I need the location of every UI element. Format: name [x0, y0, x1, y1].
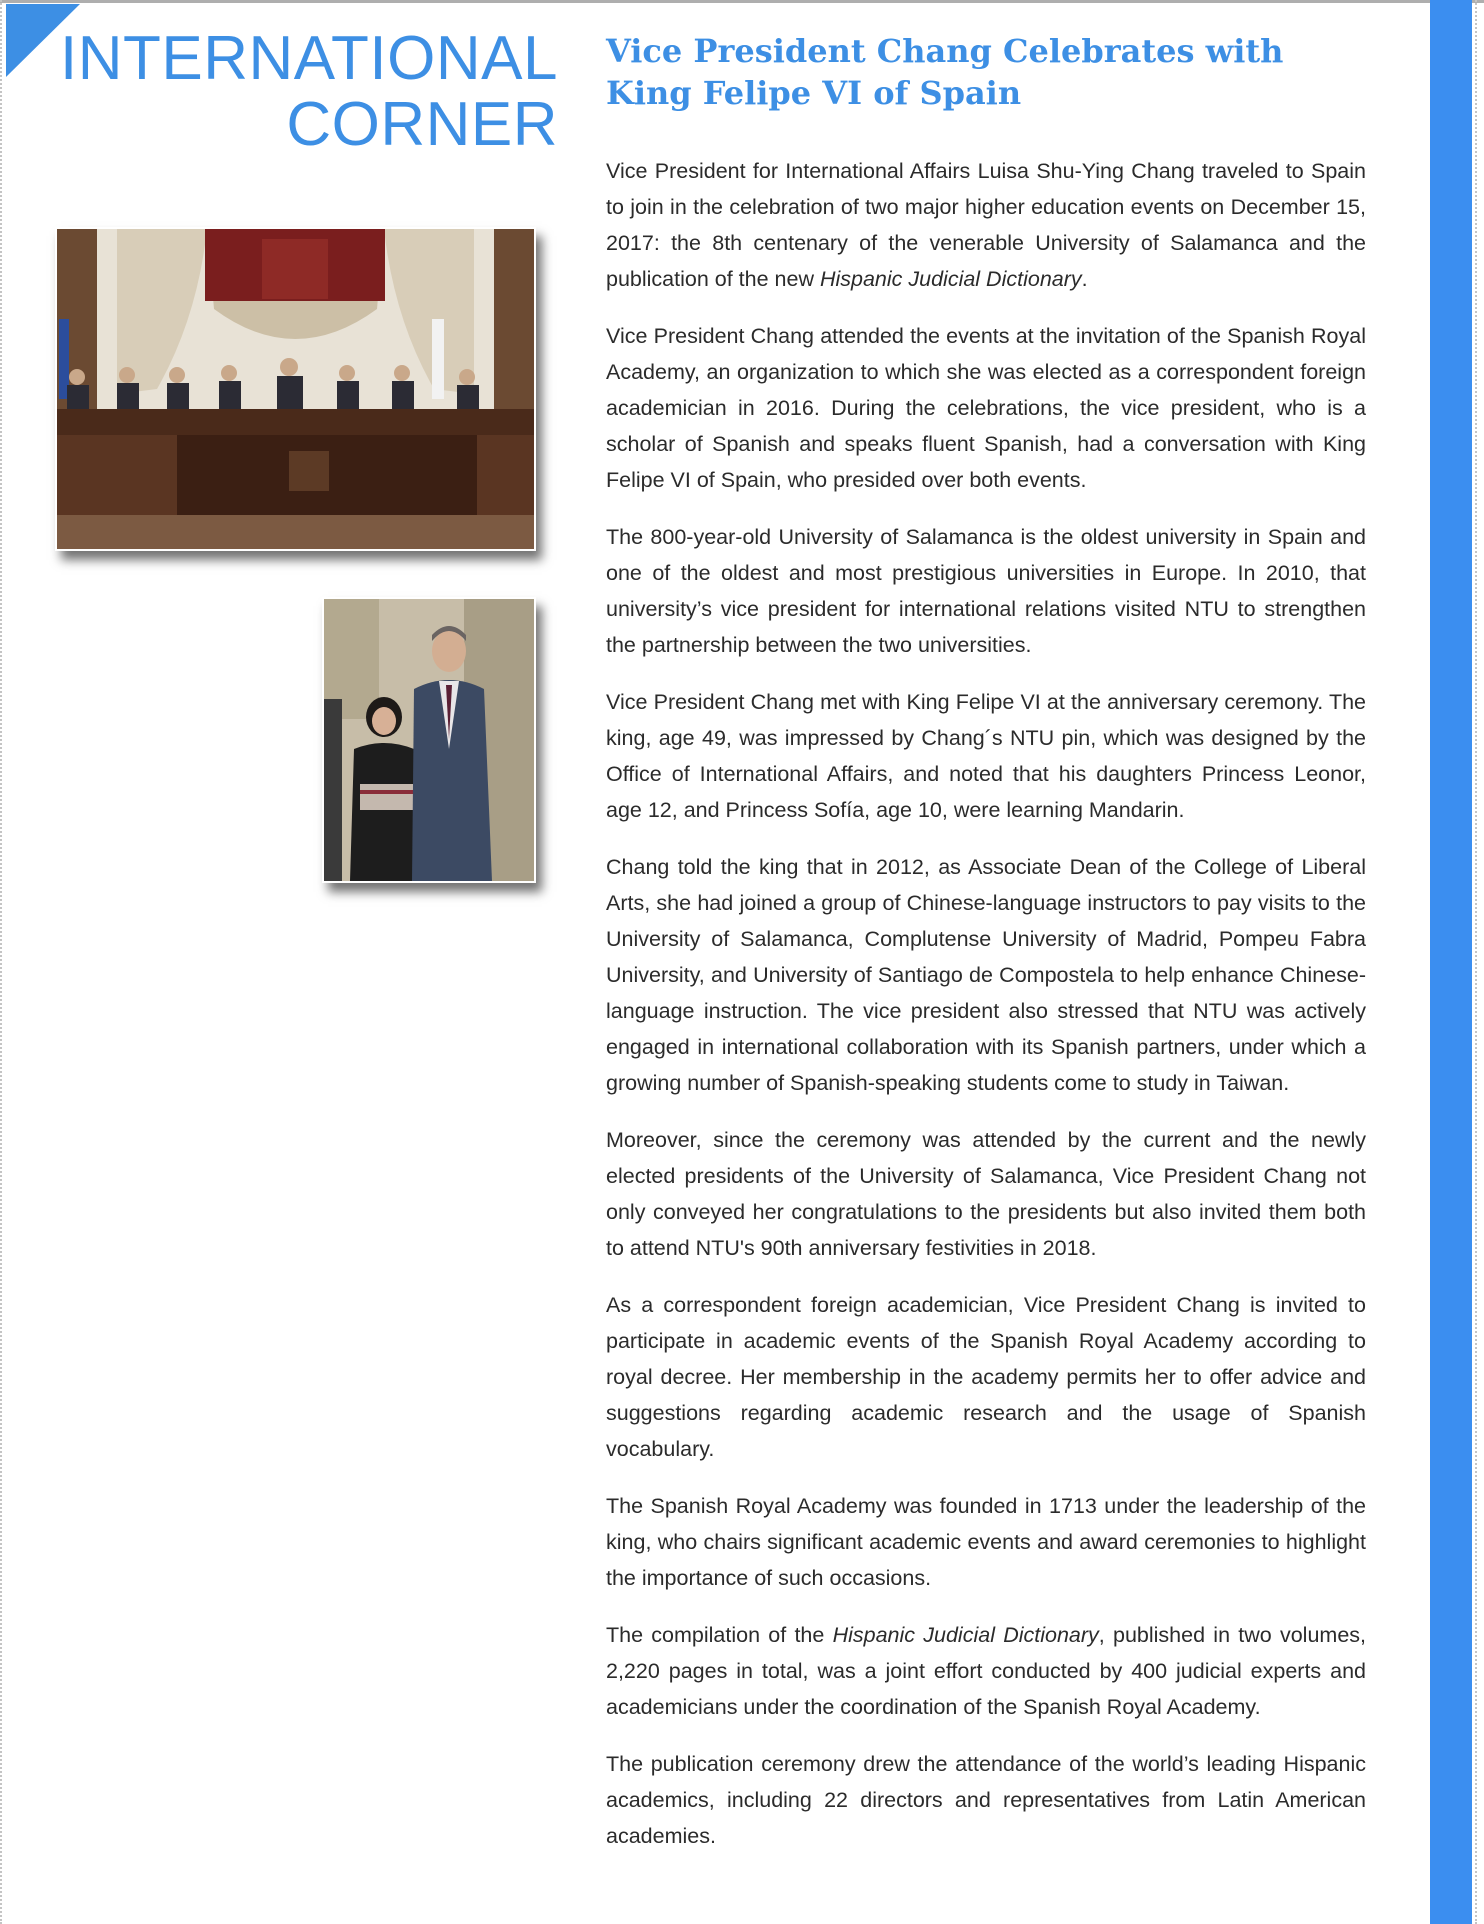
top-border: [0, 0, 1484, 3]
paragraph-9-text-b: , published in two volumes, 2,220 pages in total, was a joint effort conducted by 400 judicial experts and academicians under the coordination of the Spanish Royal Academy.: [606, 1623, 1366, 1719]
section-title-line1: INTERNATIONAL: [60, 24, 558, 93]
vice-president-with-king-photo: [322, 597, 536, 883]
paragraph-6: Moreover, since the ceremony was attended by the current and the newly elected presidents of the University of Salamanca, Vice President Chang not only conveyed her congratulations to the presidents but also invited them both to attend NTU's 90th anniversary festivities in 2018.: [606, 1128, 1366, 1260]
vice-president-with-king-image: [324, 599, 534, 881]
paragraph-9: [606, 1617, 1366, 1725]
paragraph-1-text-b: .: [1081, 267, 1088, 291]
paragraph-1-text-a: Vice President for International Affairs Luisa Shu-Ying Chang traveled to Spain to join in the celebration of two major higher education events on December 15, 2017: the 8th centenary of the venerable University of Salamanca and the publication of the new: [606, 159, 1366, 291]
paragraph-5: Chang told the king that in 2012, as Associate Dean of the College of Liberal Arts, she had joined a group of Chinese-language instructors to pay visits to the University of Salamanca, Complutense University of Madrid, Pompeu Fabra University, and University of Santiago de Compostela to help enhance Chinese-language instruction. The vice president also stressed that NTU was actively engaged in international collaboration with its Spanish partners, under which a growing number of Spanish-speaking students come to study in Taiwan.: [606, 855, 1366, 1095]
section-title-line2: CORNER: [286, 90, 558, 159]
left-dotted-border: [0, 0, 4, 1924]
right-dotted-border: [1475, 0, 1479, 1924]
paragraph-3: The 800-year-old University of Salamanca is the oldest university in Spain and one of the oldest and most prestigious universities in Europe. In 2010, that university’s vice president for international relations visited NTU to strengthen the partnership between the two universities.: [606, 525, 1366, 657]
dictionary-title-italic: Hispanic Judicial Dictionary: [819, 267, 1082, 291]
paragraph-8: The Spanish Royal Academy was founded in 1713 under the leadership of the king, who chairs significant academic events and award ceremonies to highlight the importance of such occasions.: [606, 1494, 1366, 1590]
section-title: [60, 26, 558, 158]
article-body: [606, 153, 1366, 1875]
paragraph-9-text-a: The compilation of the: [606, 1623, 833, 1647]
dictionary-title-italic: Hispanic Judicial Dictionary: [832, 1623, 1099, 1647]
paragraph-4: Vice President Chang met with King Felipe VI at the anniversary ceremony. The king, age 49, was impressed by Chang´s NTU pin, which was designed by the Office of International Affairs, and noted that his daughters Princess Leonor, age 12, and Princess Sofía, age 10, were learning Mandarin.: [606, 690, 1366, 822]
article-title: Vice President Chang Celebrates with King Felipe VI of Spain: [606, 32, 1284, 112]
paragraph-10: The publication ceremony drew the attendance of the world’s leading Hispanic academics, including 22 directors and representatives from Latin American academies.: [606, 1752, 1366, 1848]
right-accent-bar: [1430, 0, 1472, 1924]
paragraph-1: [606, 153, 1366, 297]
ceremony-photo: [55, 227, 536, 551]
paragraph-2: Vice President Chang attended the events at the invitation of the Spanish Royal Academy, an organization to which she was elected as a correspondent foreign academician in 2016. During the celebrations, the vice president, who is a scholar of Spanish and speaks fluent Spanish, had a conversation with King Felipe VI of Spain, who presided over both events.: [606, 324, 1366, 492]
paragraph-7: As a correspondent foreign academician, Vice President Chang is invited to participate in academic events of the Spanish Royal Academy according to royal decree. Her membership in the academy permits her to offer advice and suggestions regarding academic research and the usage of Spanish vocabulary.: [606, 1293, 1366, 1461]
ceremony-photo-image: [57, 229, 534, 549]
